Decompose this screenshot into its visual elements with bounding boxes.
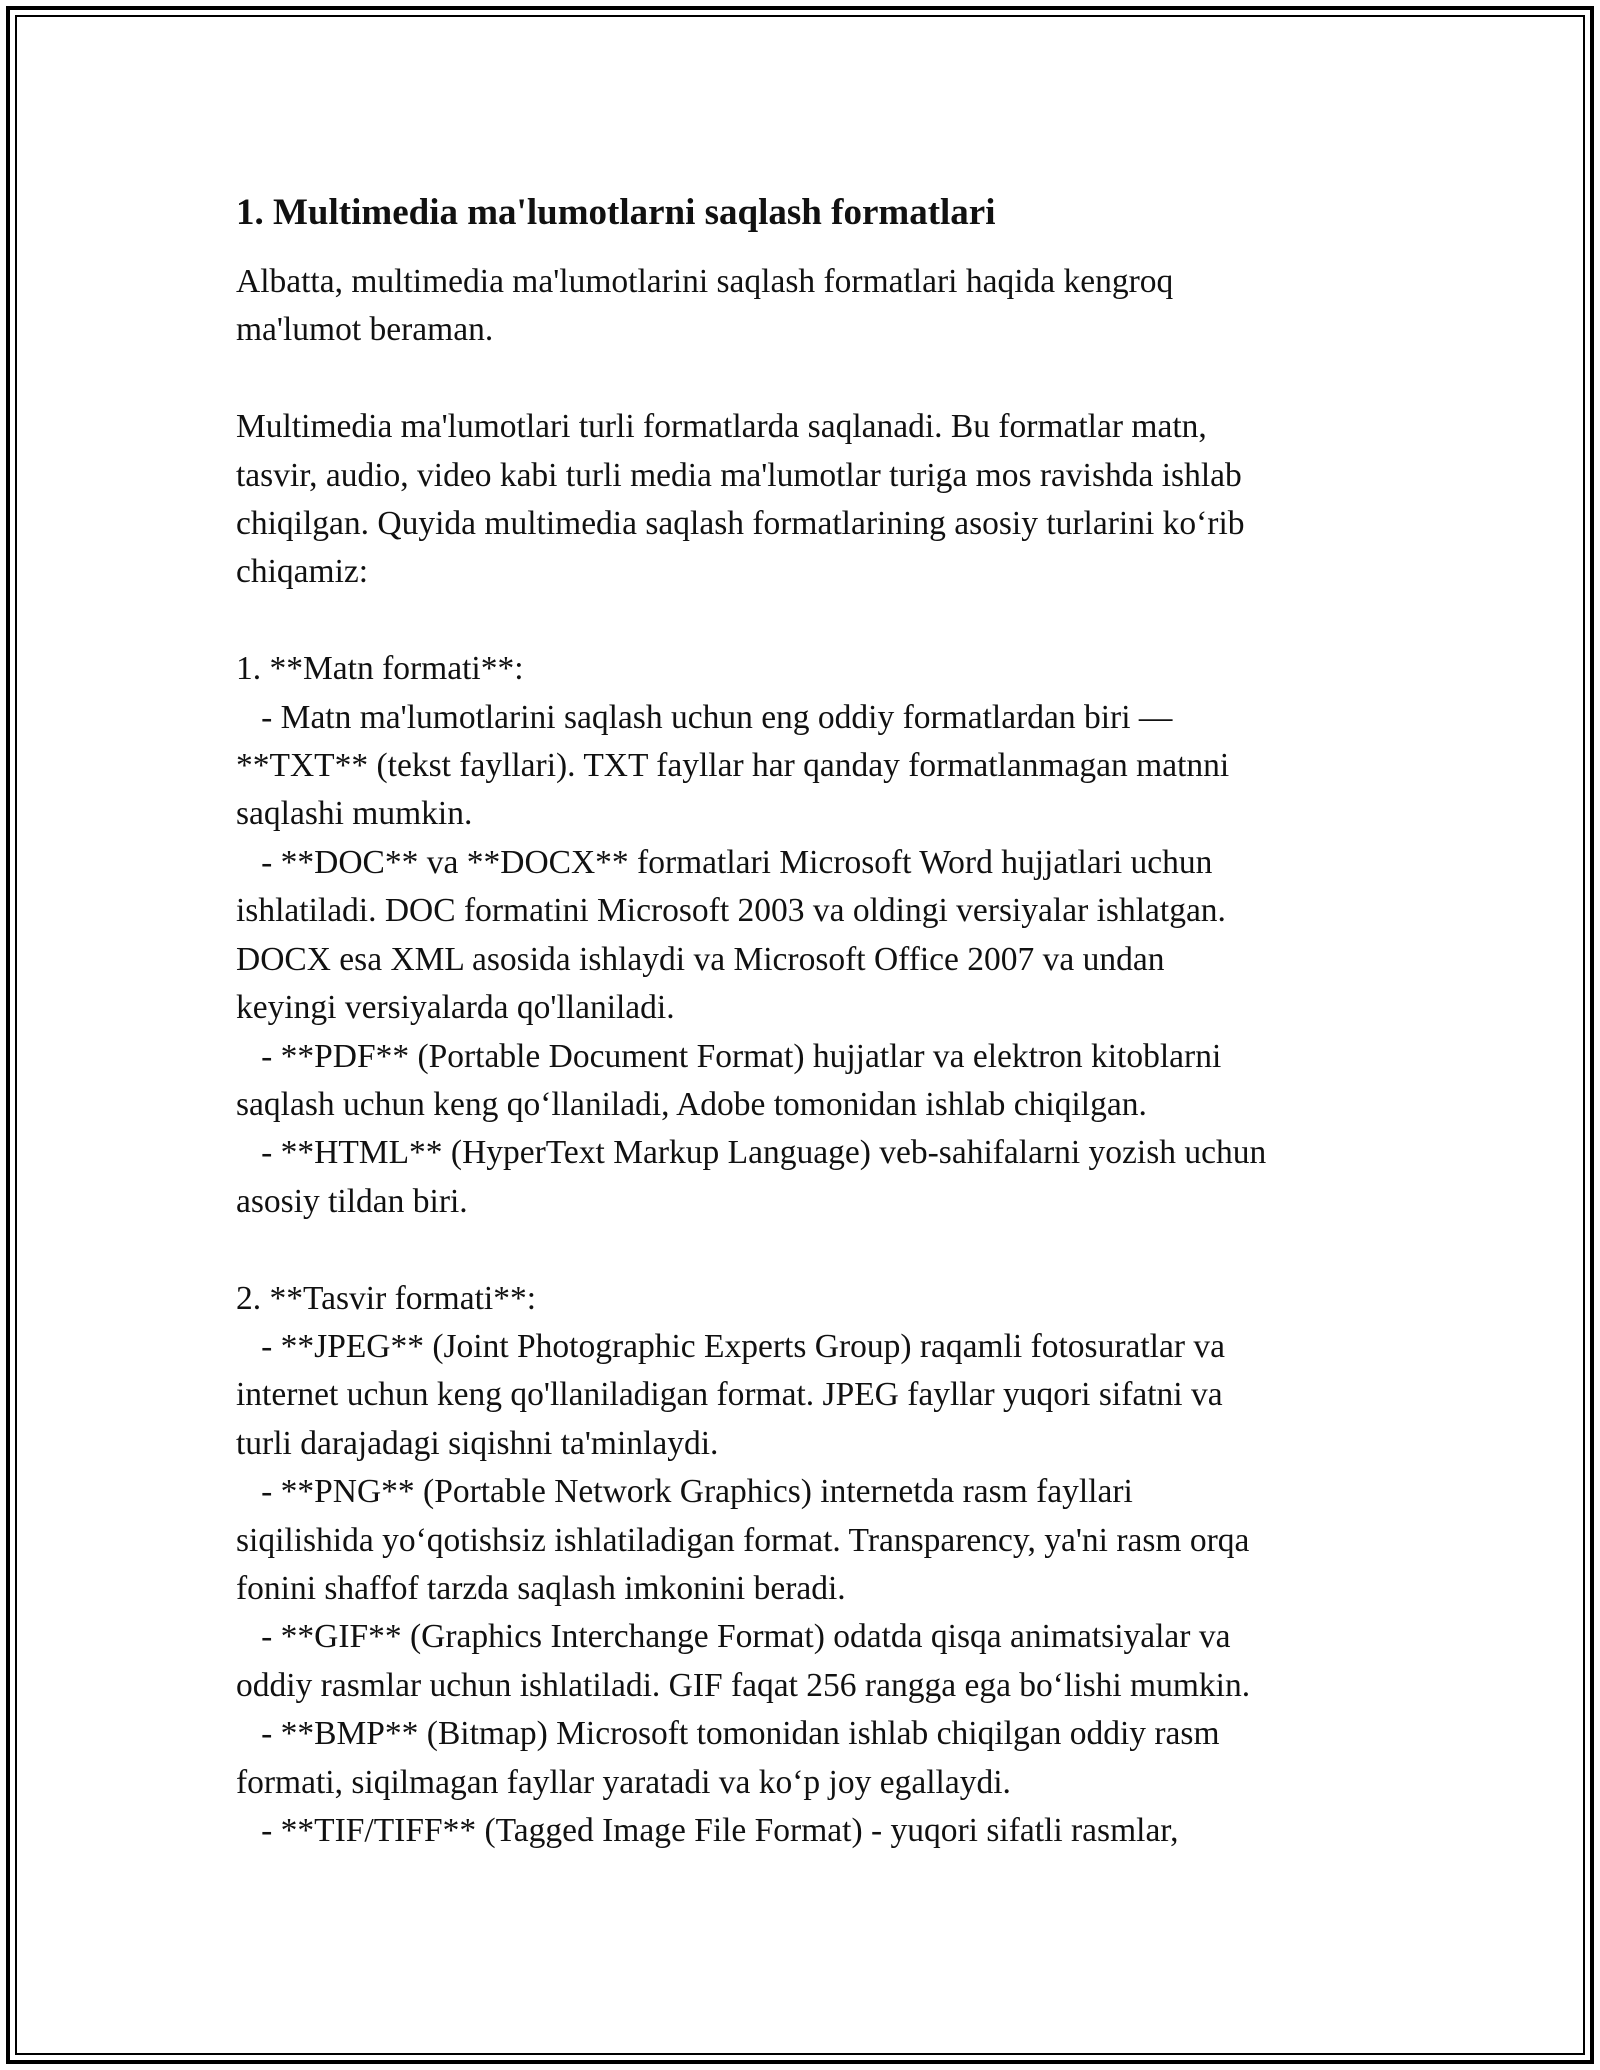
document-body <box>236 186 1376 1855</box>
body-text: Albatta, multimedia ma'lumotlarini saqlash formatlari haqida kengroq ma'lumot beraman. Multimedia ma'lumotlari turli formatlarda saqlanadi. Bu formatlar matn, tasvir, audio, video kabi turli media ma'lumotlar turiga mos ravishda ishlab chiqilgan. Quyida multimedia saqlash formatlarining asosiy turlarini ko‘rib chiqamiz: 1. **Matn formati**: - Matn ma'lumotlarini saqlash uchun eng oddiy formatlardan biri — **TXT** (tekst fayllari). TXT fayllar har qanday formatlanmagan matnni saqlashi mumkin. - **DOC** va **DOCX** formatlari Microsoft Word hujjatlari uchun ishlatiladi. DOC formatini Microsoft 2003 va oldingi versiyalar ishlatgan. DOCX esa XML asosida ishlaydi va Microsoft Office 2007 va undan keyingi versiyalarda qo'llaniladi. - **PDF** (Portable Document Format) hujjatlar va elektron kitoblarni saqlash uchun keng qo‘llaniladi, Adobe tomonidan ishlab chiqilgan. - **HTML** (HyperText Markup Language) veb-sahifalarni yozish uchun asosiy tildan biri. 2. **Tasvir formati**: - **JPEG** (Joint Photographic Experts Group) raqamli fotosuratlar va internet uchun keng qo'llaniladigan format. JPEG fayllar yuqori sifatni va turli darajadagi siqishni ta'minlaydi. - **PNG** (Portable Network Graphics) internetda rasm fayllari siqilishida yo‘qotishsiz ishlatiladigan format. Transparency, ya'ni rasm orqa fonini shaffof tarzda saqlash imkonini beradi. - **GIF** (Graphics Interchange Format) odatda qisqa animatsiyalar va oddiy rasmlar uchun ishlatiladi. GIF faqat 256 rangga ega bo‘lishi mumkin. - **BMP** (Bitmap) Microsoft tomonidan ishlab chiqilgan oddiy rasm formati, siqilmagan fayllar yaratadi va ko‘p joy egallaydi. - **TIF/TIFF** (Tagged Image File Format) - yuqori sifatli rasmlar, <box>236 263 1267 1849</box>
section-title: 1. Multimedia ma'lumotlarni saqlash formatlari <box>236 192 996 233</box>
